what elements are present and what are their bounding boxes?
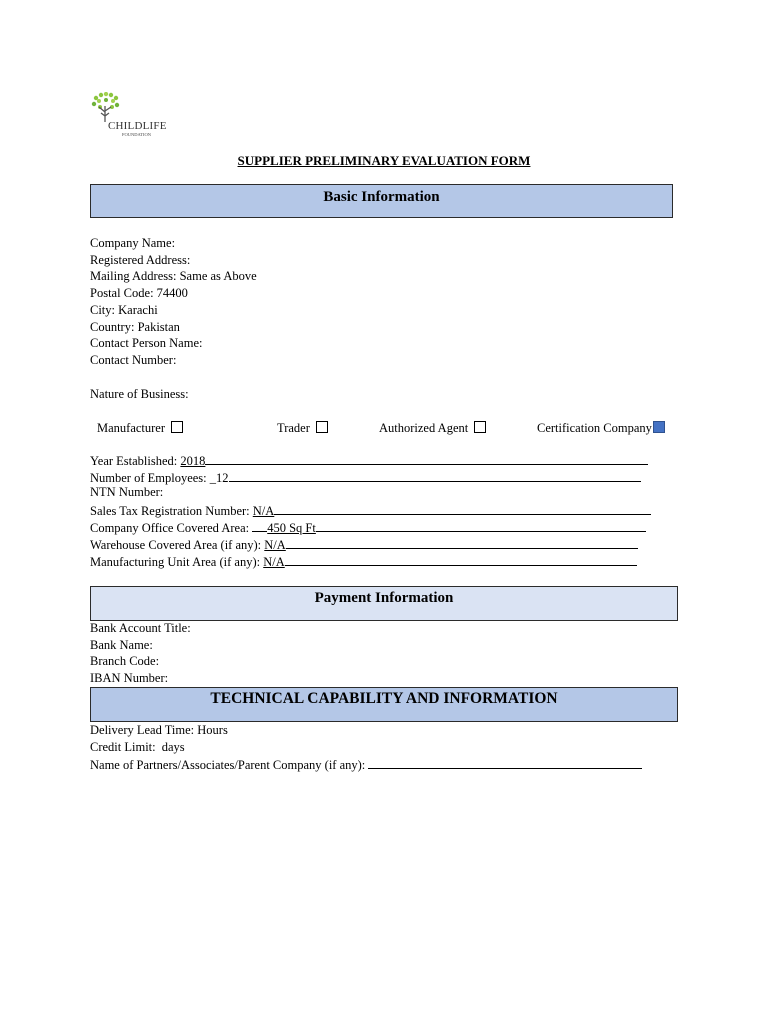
postal-code-line (90, 285, 188, 301)
field-label: Mailing Address: (90, 269, 177, 283)
field-label: Warehouse Covered Area (if any): (90, 538, 262, 552)
manufacturing-area-line (90, 552, 637, 570)
field-label: Contact Number: (90, 353, 177, 367)
field-label: Credit Limit: (90, 740, 156, 754)
field-label: Nature of Business: (90, 387, 189, 401)
field-value: 450 Sq Ft (267, 521, 316, 535)
checkbox-trader[interactable] (316, 421, 328, 433)
field-value: 74400 (156, 286, 188, 300)
field-label: City: (90, 303, 116, 317)
field-label: NTN Number: (90, 485, 164, 499)
section-title: Basic Information (323, 189, 440, 205)
field-value: _12 (209, 471, 229, 485)
field-value: Pakistan (137, 320, 180, 334)
option-label: Certification Company (537, 421, 652, 435)
ntn-number-line (90, 484, 163, 500)
field-label: Number of Employees: (90, 471, 207, 485)
field-value: N/A (263, 555, 285, 569)
field-value: N/A (252, 504, 275, 518)
field-label: Bank Name: (90, 638, 153, 652)
field-label: Delivery Lead Time: (90, 723, 195, 737)
blank-underline (252, 518, 267, 532)
option-authorized-agent[interactable] (379, 421, 486, 436)
field-label: Manufacturing Unit Area (if any): (90, 555, 261, 569)
registered-address-line (90, 252, 190, 268)
field-label: Branch Code: (90, 654, 160, 668)
year-established-line (90, 451, 648, 469)
field-label: Country: (90, 320, 135, 334)
field-label: Company Office Covered Area: (90, 521, 250, 535)
option-label: Manufacturer (97, 421, 166, 435)
section-title: TECHNICAL CAPABILITY AND INFORMATION (210, 690, 558, 707)
logo-subtitle: FOUNDATION (122, 132, 151, 137)
country-line (90, 319, 180, 335)
lead-time-line (90, 722, 228, 738)
office-area-line (90, 518, 646, 536)
city-line (90, 302, 158, 318)
blank-underline (229, 468, 641, 482)
contact-person-line (90, 335, 202, 351)
employees-line (90, 468, 641, 486)
contact-number-line (90, 352, 176, 368)
section-header-technical (90, 687, 678, 722)
warehouse-area-line (90, 535, 638, 553)
field-label: Company Name: (90, 236, 176, 250)
field-label: Registered Address: (90, 253, 191, 267)
partners-line (90, 755, 642, 773)
blank-underline (274, 501, 651, 515)
logo-name: CHILDLIFE (108, 120, 167, 132)
branch-code-line (90, 653, 159, 669)
option-manufacturer[interactable] (97, 421, 183, 436)
sales-tax-line (90, 501, 651, 519)
field-value: Karachi (118, 303, 158, 317)
checkbox-authorized-agent[interactable] (474, 421, 486, 433)
field-label: Sales Tax Registration Number: (90, 504, 250, 518)
field-label: Bank Account Title: (90, 621, 191, 635)
field-label: IBAN Number: (90, 671, 169, 685)
bank-name-line (90, 637, 153, 653)
blank-underline (285, 552, 637, 566)
field-value: N/A (264, 538, 286, 552)
account-title-line (90, 620, 191, 636)
logo (88, 92, 170, 142)
mailing-address-line (90, 268, 257, 284)
blank-underline (316, 518, 646, 532)
section-header-basic (90, 184, 673, 218)
form-title: SUPPLIER PRELIMINARY EVALUATION FORM (237, 153, 531, 168)
blank-underline (286, 535, 638, 549)
field-value: 2018 (180, 454, 206, 468)
checkbox-certification-company-checked[interactable] (653, 421, 665, 433)
blank-underline (205, 451, 648, 465)
blank-underline (368, 755, 642, 769)
credit-limit-line (90, 739, 185, 755)
field-label: Name of Partners/Associates/Parent Company (if any): (90, 758, 366, 772)
field-unit: days (161, 740, 185, 754)
iban-line (90, 670, 168, 686)
option-label: Trader (277, 421, 310, 435)
field-label: Contact Person Name: (90, 336, 203, 350)
option-label: Authorized Agent (379, 421, 469, 435)
field-value: Same as Above (179, 269, 257, 283)
nature-of-business-line (90, 386, 189, 402)
field-label: Year Established: (90, 454, 178, 468)
checkbox-manufacturer[interactable] (171, 421, 183, 433)
company-name-line (90, 235, 175, 251)
field-unit: Hours (197, 723, 228, 737)
option-certification-company[interactable] (537, 421, 665, 436)
section-title: Payment Information (314, 590, 454, 606)
field-label: Postal Code: (90, 286, 154, 300)
section-header-payment (90, 586, 678, 621)
option-trader[interactable] (277, 421, 328, 436)
